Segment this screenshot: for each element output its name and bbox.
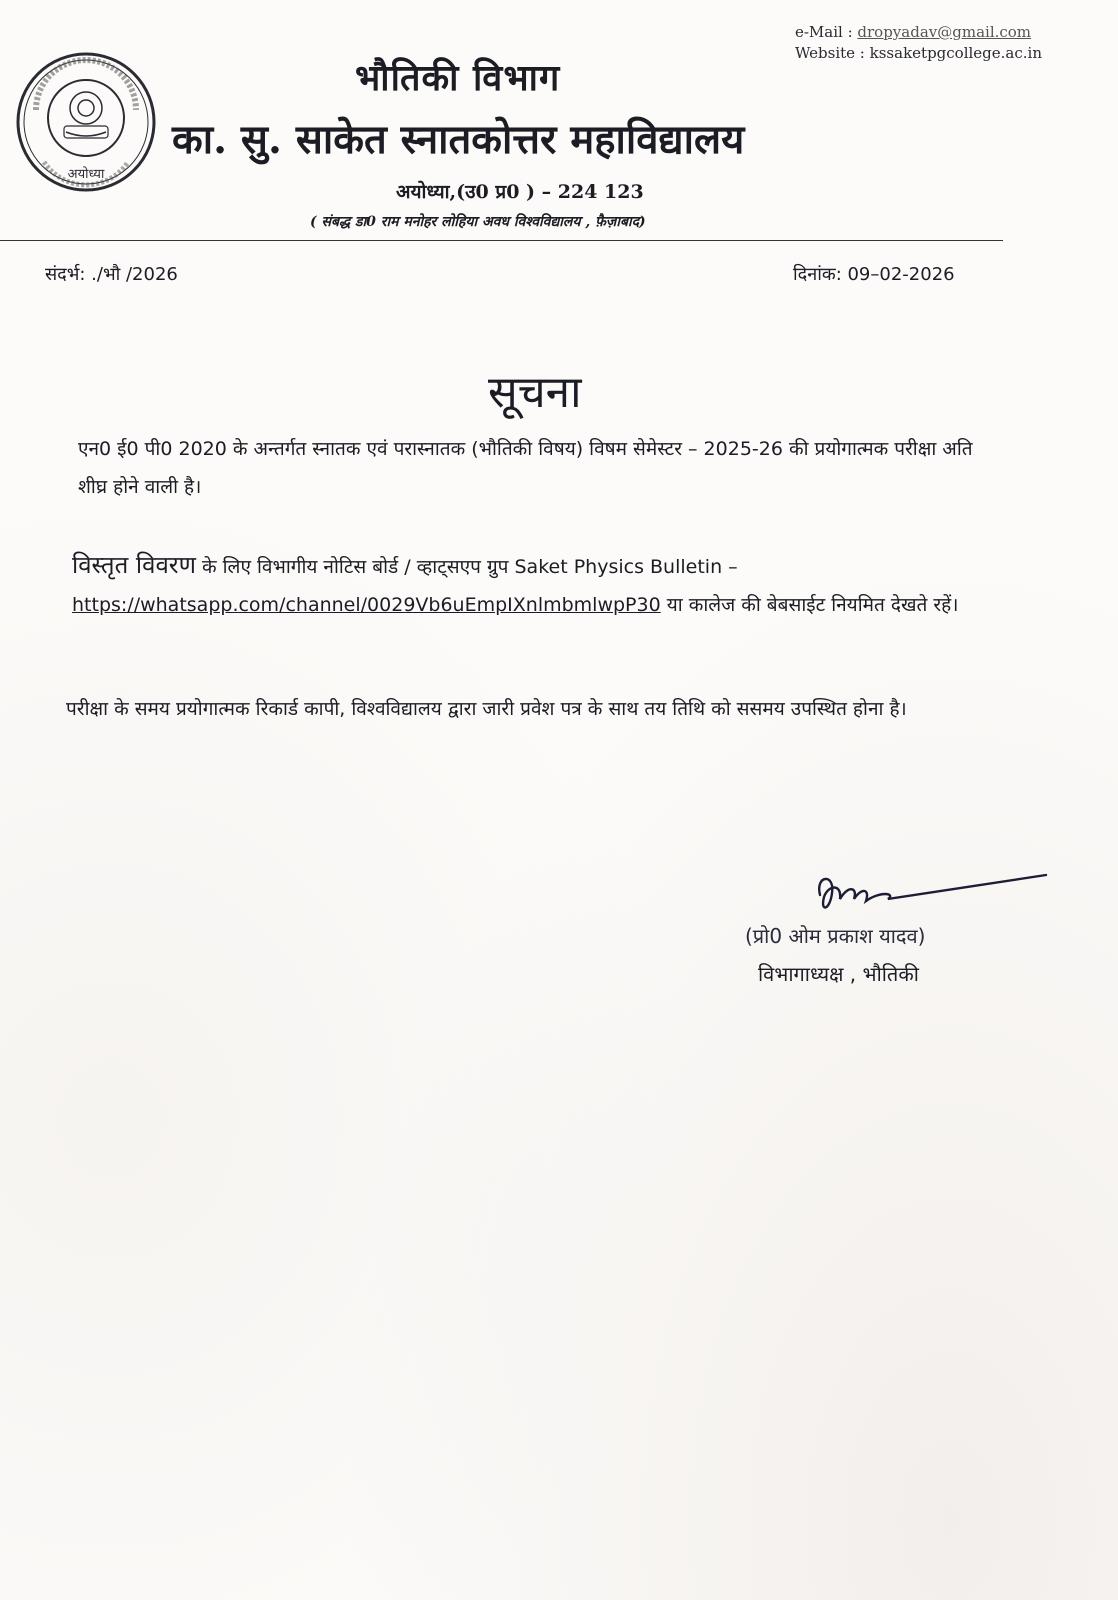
details-lead: विस्तृत विवरण [72,551,196,579]
affiliation-line: ( संबद्ध डा0 राम मनोहर लोहिया अवध विश्वविद्यालय , फ़ैज़ाबाद) [310,214,646,230]
reference-number: संदर्भ: ./भौ /2026 [45,264,178,285]
details-tail: या कालेज की बेबसाईट नियमित देखते रहें। [660,594,959,616]
whatsapp-channel-link[interactable]: https://whatsapp.com/channel/0029Vb6uEmpIXnlmbmlwpP30 [72,594,661,616]
department-name: भौतिकी विभाग [355,57,561,99]
contact-block [795,22,1042,64]
college-address: अयोध्या,(उ0 प्र0 ) – 224 123 [396,181,644,203]
svg-text:अयोध्या: अयोध्या [67,167,105,182]
website-label: Website : [794,44,865,62]
college-name: का. सु. साकेत स्नातकोत्तर महाविद्यालय [172,116,745,163]
notice-paragraph-1: एन0 ई0 पी0 2020 के अन्तर्गत स्नातक एवं परास्नातक (भौतिकी विषय) विषम सेमेस्टर – 2025-26 की प्रयोगात्मक परीक्षा अति शीघ्र होने वाली है। [78,438,973,498]
email-label: e-Mail : [794,23,853,41]
college-seal-icon [14,50,158,194]
signatory-name: (प्रो0 ओम प्रकाश यादव) [745,924,926,948]
website-address[interactable]: kssaketpgcollege.ac.in [869,44,1042,62]
signatory-title: विभागाध्यक्ष , भौतिकी [758,962,919,986]
notice-date: दिनांक: 09–02-2026 [793,264,955,285]
notice-title: सूचना [488,367,582,418]
email-row [795,22,1042,43]
notice-paragraph-3: परीक्षा के समय प्रयोगात्मक रिकार्ड कापी, विश्वविद्यालय द्वारा जारी प्रवेश पत्र के साथ तय तिथि को ससमय उपस्थित होना है। [66,698,907,720]
email-address[interactable]: dropyadav@gmail.com [857,23,1032,41]
header-divider [0,240,1003,241]
details-text: के लिए विभागीय नोटिस बोर्ड / व्हाट्सएप ग्रुप Saket Physics Bulletin – [195,556,738,578]
website-row [795,43,1042,64]
notice-paragraph-2 [72,546,1012,624]
